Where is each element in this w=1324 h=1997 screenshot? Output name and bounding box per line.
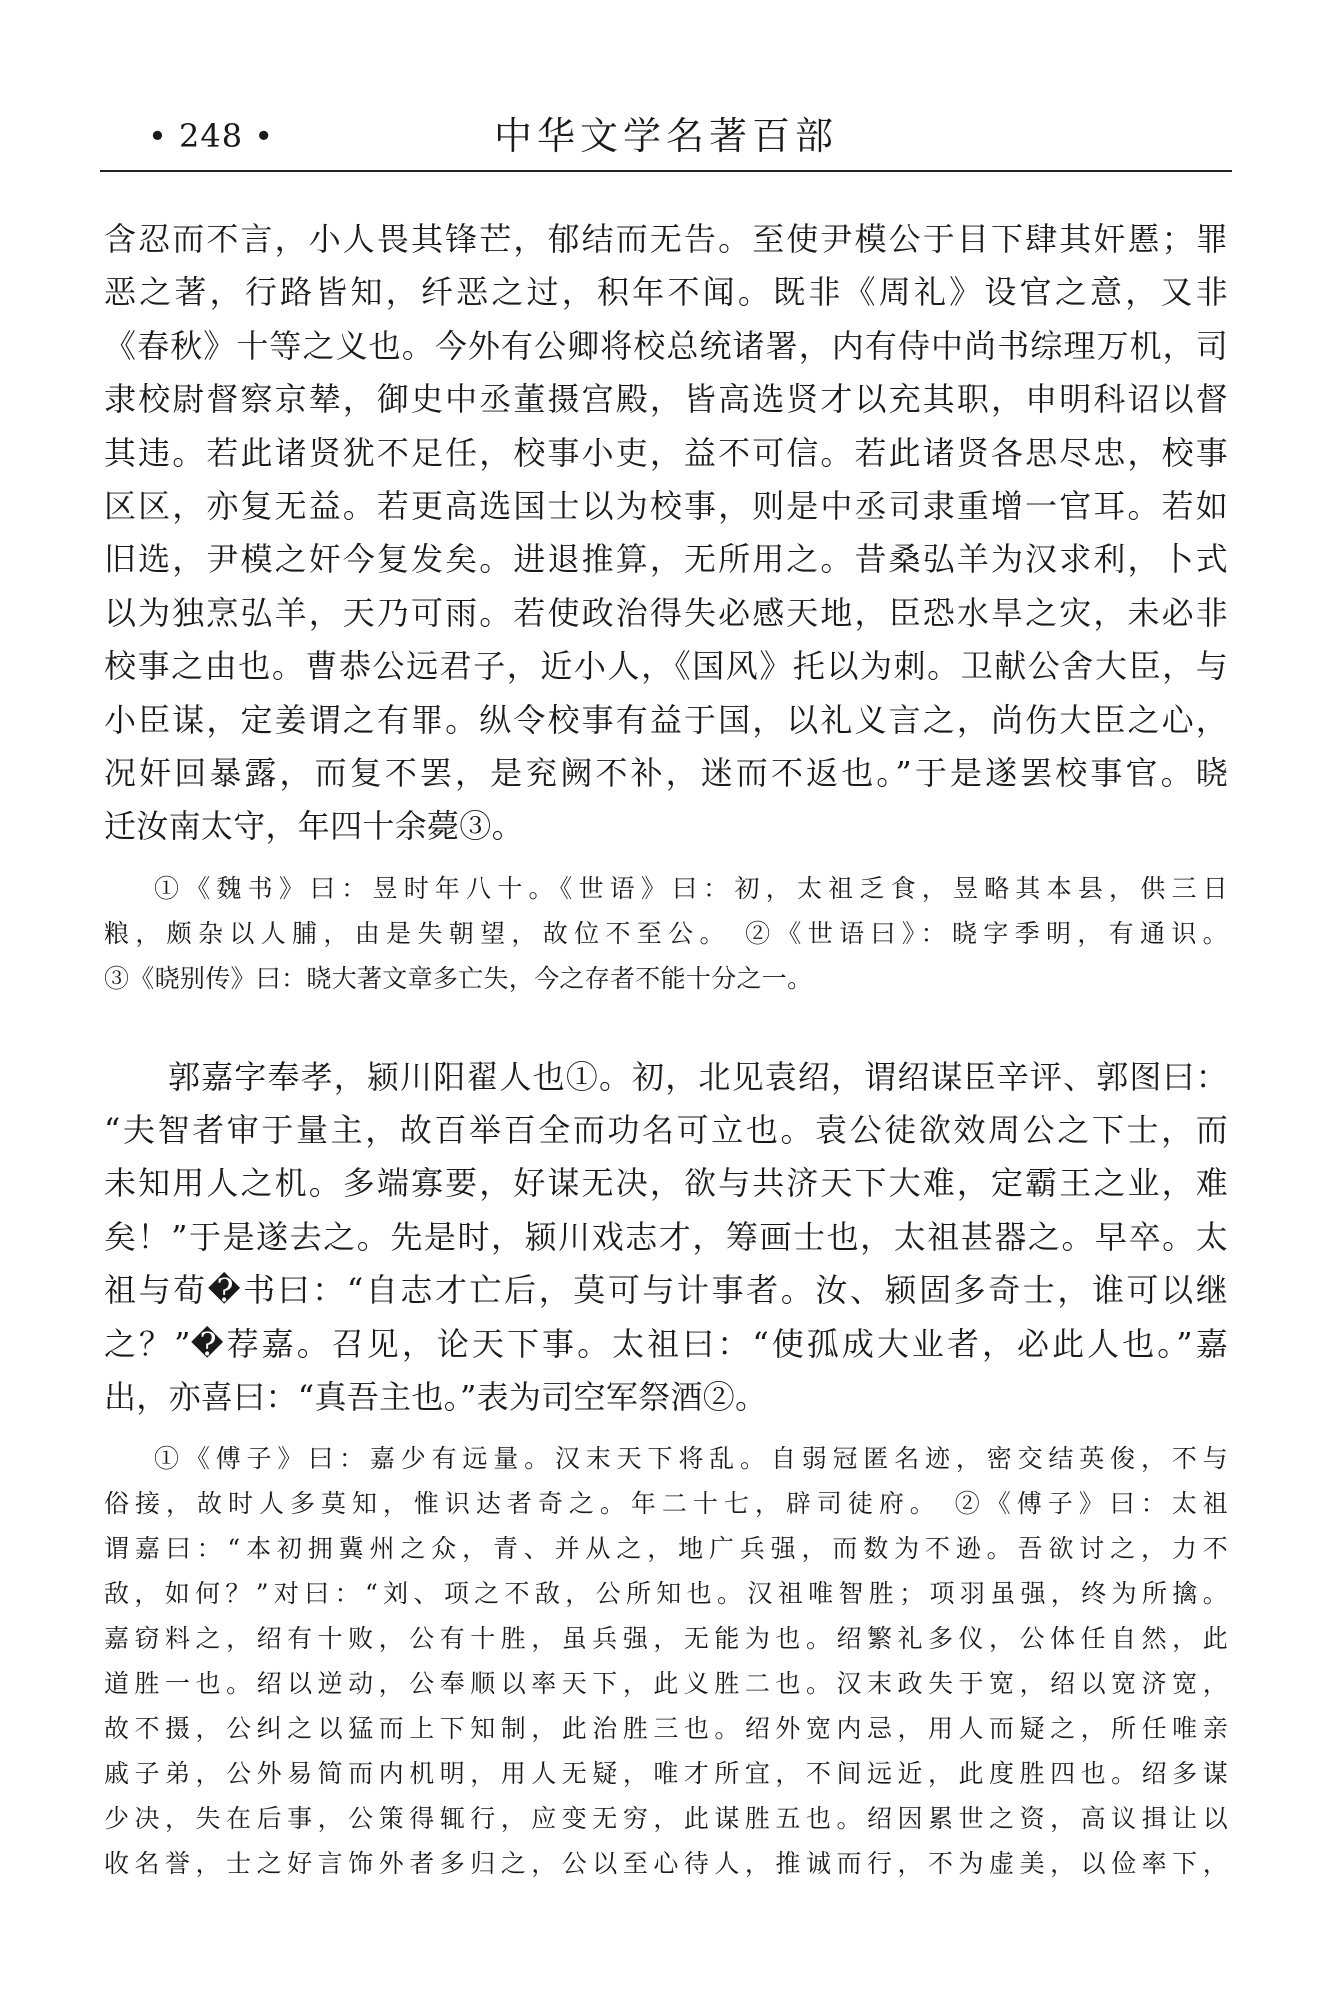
page-content bbox=[104, 213, 1228, 1886]
main-text-section-1 bbox=[104, 213, 1228, 854]
book-title: 中华文学名著百部 bbox=[493, 114, 838, 158]
text-line: 出，亦喜曰：“真吾主也。”表为司空军祭酒②。 bbox=[104, 1378, 768, 1417]
footnote-line: 收名誉，士之好言饰外者多归之，公以至心待人，推诚而行，不为虚美，以俭率下， bbox=[104, 1849, 1228, 1879]
spacer bbox=[104, 1424, 1228, 1436]
text-line: 迁汝南太守，年四十余薨③。 bbox=[104, 807, 524, 846]
page-header bbox=[100, 112, 1232, 172]
text-line: 含忍而不言，小人畏其锋芒，郁结而无告。至使尹模公于目下肆其奸慝；罪 bbox=[104, 220, 1228, 258]
footnote-line: 嘉窃料之，绍有十败，公有十胜，虽兵强，无能为也。绍繁礼多仪，公体任自然，此 bbox=[104, 1624, 1228, 1654]
footnote-line: 俗接，故时人多莫知，惟识达者奇之。年二十七，辟司徒府。 ②《傅子》曰：太祖 bbox=[104, 1489, 1228, 1519]
text-line: 小臣谋，定姜谓之有罪。纵令校事有益于国，以礼义言之，尚伤大臣之心， bbox=[104, 700, 1228, 739]
footnote-line: 故不摄，公纠之以猛而上下知制，此治胜三也。绍外宽内忌，用人而疑之，所任唯亲 bbox=[104, 1714, 1228, 1744]
footnotes-section-1 bbox=[104, 866, 1228, 1001]
footnote-line: ③《晓别传》曰：晓大著文章多亡失，今之存者不能十分之一。 bbox=[104, 963, 813, 993]
footnote-line: 道胜一也。绍以逆动，公奉顺以率天下，此义胜二也。汉末政失于宽，绍以宽济宽， bbox=[104, 1669, 1228, 1699]
text-line: 况奸回暴露，而复不罢，是兖阙不补，迷而不返也。”于是遂罢校事官。晓 bbox=[104, 753, 1228, 792]
section-gap bbox=[104, 1001, 1228, 1051]
footnote-line: ①《魏书》曰：昱时年八十。《世语》曰：初，太祖乏食，昱略其本县，供三日 bbox=[154, 873, 1228, 903]
footnote-line: 粮，颇杂以人脯，由是失朝望，故位不至公。 ②《世语曰》：晓字季明，有通识。 bbox=[104, 918, 1228, 948]
main-text-section-2 bbox=[104, 1051, 1228, 1425]
text-line: 其违。若此诸贤犹不足任，校事小吏，益不可信。若此诸贤各思尽忠，校事 bbox=[104, 433, 1228, 472]
footnote-line: 敌，如何？”对曰：“刘、项之不敌，公所知也。汉祖唯智胜；项羽虽强，终为所擒。 bbox=[104, 1579, 1228, 1609]
text-line: 祖与荀�书曰：“自志才亡后，莫可与计事者。汝、颍固多奇士，谁可以继 bbox=[104, 1271, 1228, 1310]
text-line: 郭嘉字奉孝，颍川阳翟人也①。初，北见袁绍，谓绍谋臣辛评、郭图曰： bbox=[168, 1057, 1228, 1096]
text-line: 校事之由也。曹恭公远君子，近小人，《国风》托以为刺。卫献公舍大臣，与 bbox=[104, 647, 1228, 686]
text-line: 之？”�荐嘉。召见，论天下事。太祖曰：“使孤成大业者，必此人也。”嘉 bbox=[104, 1324, 1228, 1363]
spacer bbox=[104, 854, 1228, 866]
footnotes-section-2 bbox=[104, 1436, 1228, 1886]
text-line: 未知用人之机。多端寡要，好谋无决，欲与共济天下大难，定霸王之业，难 bbox=[104, 1164, 1228, 1203]
page-number: • 248 • bbox=[148, 117, 275, 155]
text-line: 矣！”于是遂去之。先是时，颍川戏志才，筹画士也，太祖甚器之。早卒。太 bbox=[104, 1217, 1228, 1256]
footnote-line: ①《傅子》曰：嘉少有远量。汉末天下将乱。自弱冠匿名迹，密交结英俊，不与 bbox=[154, 1444, 1228, 1474]
footnote-line: 戚子弟，公外易简而内机明，用人无疑，唯才所宜，不间远近，此度胜四也。绍多谋 bbox=[104, 1759, 1228, 1789]
text-line: 以为独烹弘羊，天乃可雨。若使政治得失必感天地，臣恐水旱之灾，未必非 bbox=[104, 593, 1228, 632]
text-line: 恶之著，行路皆知，纤恶之过，积年不闻。既非《周礼》设官之意，又非 bbox=[104, 273, 1228, 312]
footnote-line: 少决，失在后事，公策得辄行，应变无穷，此谋胜五也。绍因累世之资，高议揖让以 bbox=[104, 1804, 1228, 1834]
footnote-line: 谓嘉曰：“本初拥冀州之众，青、并从之，地广兵强，而数为不逊。吾欲讨之，力不 bbox=[104, 1534, 1228, 1564]
text-line: 《春秋》十等之义也。今外有公卿将校总统诸署，内有侍中尚书综理万机，司 bbox=[104, 326, 1228, 365]
text-line: 旧选，尹模之奸今复发矣。进退推算，无所用之。昔桑弘羊为汉求利，卜式 bbox=[104, 540, 1228, 579]
text-line: 隶校尉督察京辇，御史中丞董摄宫殿，皆高选贤才以充其职，申明科诏以督 bbox=[104, 380, 1228, 419]
text-line: “夫智者审于量主，故百举百全而功名可立也。袁公徒欲效周公之下士，而 bbox=[104, 1111, 1228, 1150]
header-rule bbox=[100, 170, 1232, 172]
text-line: 区区，亦复无益。若更高选国士以为校事，则是中丞司隶重增一官耳。若如 bbox=[104, 486, 1228, 525]
